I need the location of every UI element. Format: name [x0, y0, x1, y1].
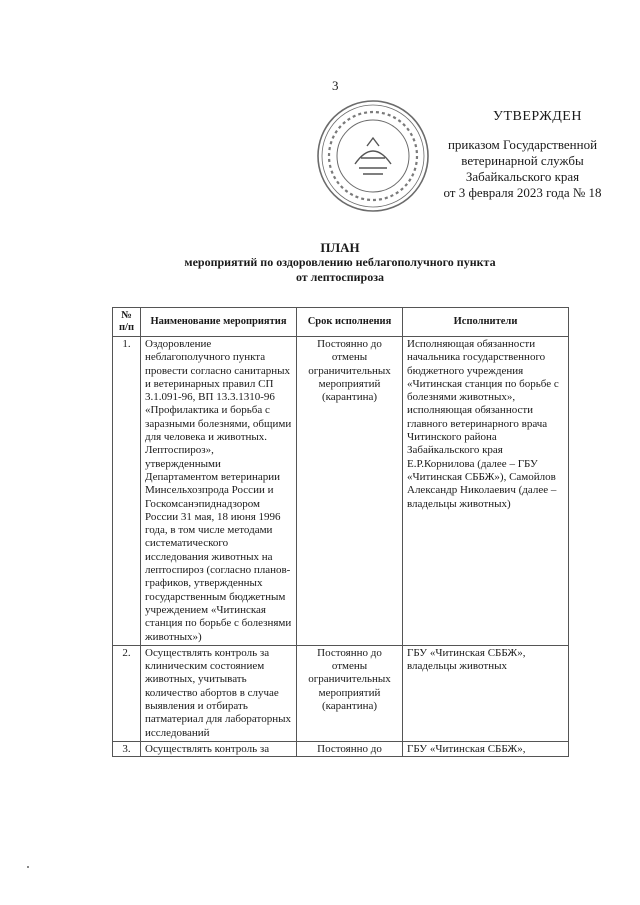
header-term: Срок исполнения	[297, 308, 403, 337]
table-row	[113, 337, 569, 646]
table-row	[113, 645, 569, 741]
row-term: Постоянно до отмены ограничительных мероприятий (карантина)	[297, 645, 403, 741]
plan-heading	[120, 240, 560, 285]
row-executors: Исполняющая обязанности начальника государственного бюджетного учреждения «Читинская станция по борьбе с болезнями животных», исполняющая обязанности главного ветеринарного врача Читинского района Забайкальского края Е.Р.Корнилова (далее – ГБУ «Читинская СББЖ»), Самойлов Александр Николаевич (далее – владельцы животных)	[403, 337, 569, 646]
header-executors: Исполнители	[403, 308, 569, 337]
row-event	[141, 741, 297, 756]
approval-region-line: Забайкальского края	[465, 169, 580, 184]
row-number-text: 3.	[122, 742, 131, 755]
row-executors	[403, 741, 569, 756]
row-term	[297, 741, 403, 756]
approval-date-line: от 3 февраля 2023 года № 18	[443, 185, 602, 200]
plan-title: ПЛАН	[320, 240, 360, 255]
row-number: 1.	[113, 337, 141, 646]
table-row	[113, 741, 569, 756]
approved-label: УТВЕРЖДЕН	[493, 109, 582, 124]
plan-subtitle-disease: от лептоспироза	[295, 270, 385, 284]
row-term-text: Постоянно до	[317, 742, 382, 755]
row-event-text: Осуществлять контроль за	[145, 742, 270, 755]
row-executors-text: ГБУ «Читинская СББЖ»,	[407, 742, 526, 755]
table-header-row	[113, 308, 569, 337]
page-number: 3	[332, 78, 339, 93]
approval-block	[410, 109, 635, 201]
scan-margin-mark	[27, 866, 29, 868]
row-number: 2.	[113, 645, 141, 741]
header-number: № п/п	[113, 308, 141, 337]
plan-table	[112, 307, 569, 757]
plan-subtitle: мероприятий по оздоровлению неблагополучного пункта	[184, 255, 496, 269]
approval-service-line: ветеринарной службы	[461, 153, 584, 168]
row-event: Осуществлять контроль за клиническим состоянием животных, учитывать количество абортов в случае выявления и отбирать патматериал для лабораторных исследований	[141, 645, 297, 741]
row-number	[113, 741, 141, 756]
row-executors: ГБУ «Читинская СББЖ», владельцы животных	[403, 645, 569, 741]
row-term: Постоянно до отмены ограничительных мероприятий (карантина)	[297, 337, 403, 646]
approval-order-line: приказом Государственной	[447, 137, 598, 152]
row-event: Оздоровление неблагополучного пункта провести согласно санитарных и ветеринарных правил СП 3.1.091-96, ВП 13.3.1310-96 «Профилактика и борьба с заразными болезнями, общими для человека и животных. Лептоспироз», утвержденными Департаментом ветеринарии Минсельхозпрода России и Госкомсанэпиднадзором России 31 мая, 18 июня 1996 года, в том числе методами систематического исследования животных на лептоспироз (согласно планов-графиков, утвержденных государственным бюджетным учреждением «Читинская станция по борьбе с болезнями животных»)	[141, 337, 297, 646]
header-event: Наименование мероприятия	[141, 308, 297, 337]
